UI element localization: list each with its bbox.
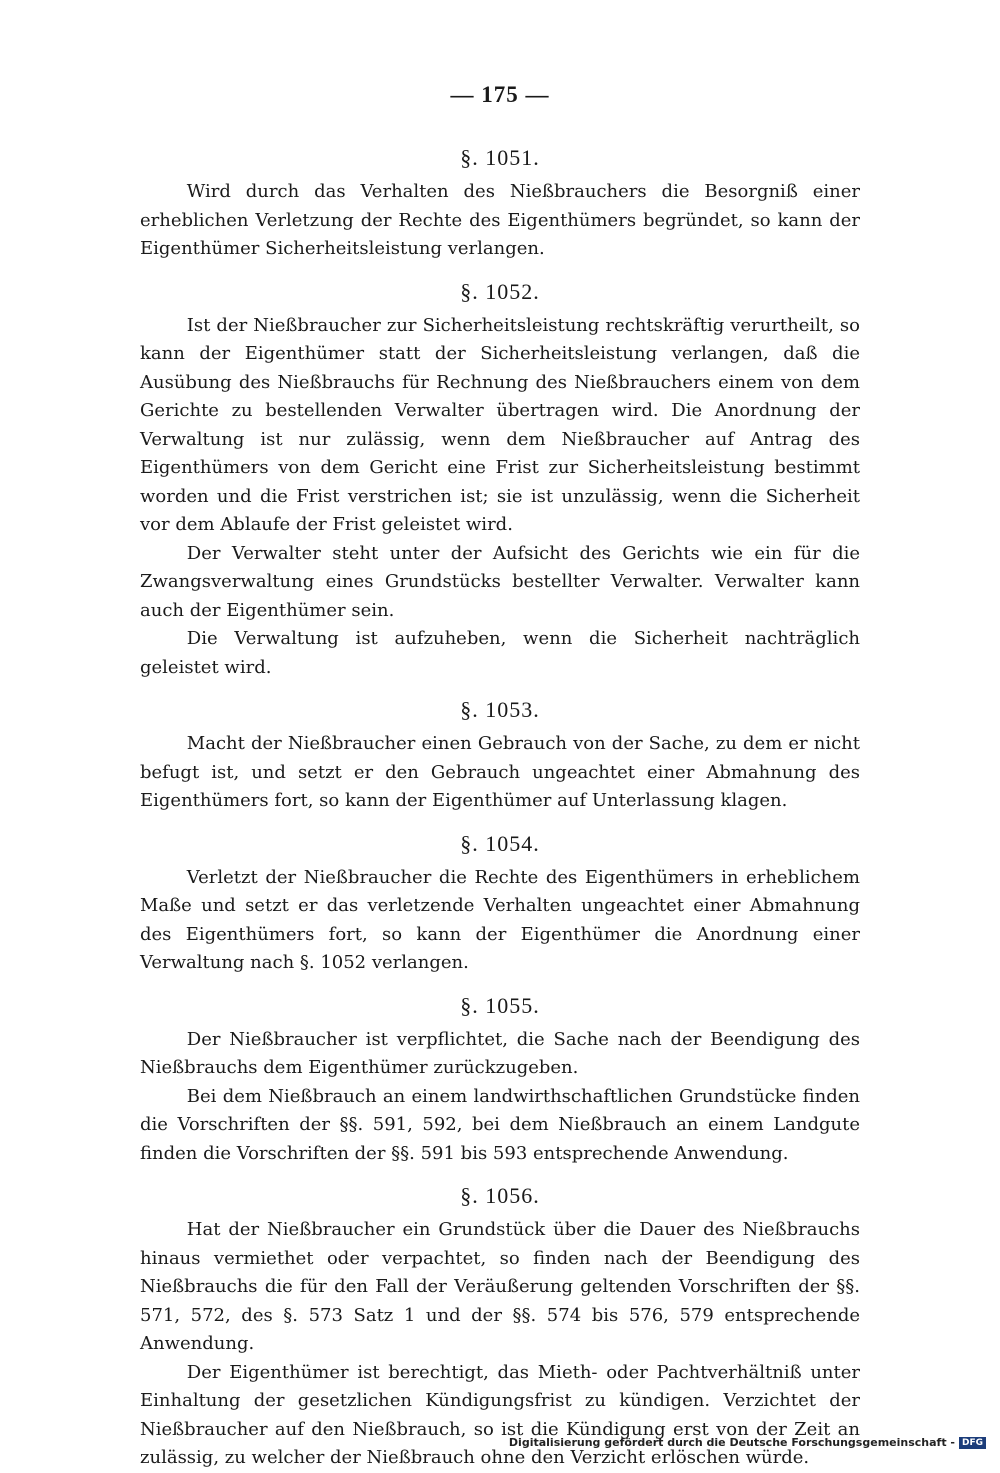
paragraph: Wird durch das Verhalten des Nießbrauchers die Besorgniß einer erheblichen Verletzung der Rechte des Eigenthümers begründet, so kann der Eigenthümer Sicherheitsleistung verlangen.	[140, 181, 860, 259]
section-1055	[140, 988, 860, 1169]
section-1056	[140, 1178, 860, 1473]
section-heading: §. 1056.	[460, 1183, 540, 1208]
section-heading: §. 1054.	[460, 830, 540, 856]
section-1052	[140, 274, 860, 683]
footer-text: Digitalisierung gefördert durch die Deutsche Forschungsgemeinschaft -	[508, 1436, 955, 1449]
section-1054	[140, 826, 860, 978]
paragraph: Die Verwaltung ist aufzuheben, wenn die Sicherheit nachträglich geleistet wird.	[140, 628, 860, 678]
section-heading: §. 1051.	[460, 145, 540, 170]
paragraph: Der Nießbraucher ist verpflichtet, die Sache nach der Beendigung des Nießbrauchs dem Eigenthümer zurückzugeben.	[140, 1028, 860, 1078]
section-heading: §. 1055.	[460, 992, 540, 1018]
page-number: — 175 —	[450, 82, 550, 107]
section-heading: §. 1053.	[460, 697, 540, 722]
page-content	[140, 140, 860, 1473]
paragraph: Macht der Nießbraucher einen Gebrauch von der Sache, zu dem er nicht befugt ist, und setzt er den Gebrauch ungeachtet einer Abmahnung des Eigenthümers fort, so kann der Eigenthümer auf Unterlassung klagen.	[140, 733, 860, 811]
paragraph: Bei dem Nießbrauch an einem landwirthschaftlichen Grundstücke finden die Vorschriften der §§. 591, 592, bei dem Nießbrauch an einem Landgute finden die Vorschriften der §§. 591 bis 593 entsprechende Anwendung.	[140, 1085, 860, 1164]
section-1051	[140, 140, 860, 264]
section-heading: §. 1052.	[460, 278, 540, 304]
paragraph: Ist der Nießbraucher zur Sicherheitsleistung rechtskräftig verurtheilt, so kann der Eigenthümer statt der Sicherheitsleistung verlangen, daß die Ausübung des Nießbrauchs für Rechnung des Nießbrauchers einem von dem Gerichte zu bestellenden Verwalter übertragen wird. Die Anordnung der Verwaltung ist nur zulässig, wenn dem Nießbraucher auf Antrag des Eigenthümers von dem Gericht eine Frist zur Sicherheitsleistung bestimmt worden und die Frist verstrichen ist; sie ist unzulässig, wenn die Sicherheit vor dem Ablaufe der Frist geleistet wird.	[140, 314, 860, 535]
digitization-footer	[509, 1436, 986, 1449]
paragraph: Verletzt der Nießbraucher die Rechte des Eigenthümers in erheblichem Maße und setzt er das verletzende Verhalten ungeachtet einer Abmahnung des Eigenthümers fort, so kann der Eigenthümer die Anordnung einer Verwaltung nach §. 1052 verlangen.	[140, 866, 860, 973]
dfg-logo-icon: DFG	[959, 1437, 986, 1449]
paragraph: Hat der Nießbraucher ein Grundstück über die Dauer des Nießbrauchs hinaus vermiethet oder verpachtet, so finden nach der Beendigung des Nießbrauchs die für den Fall der Veräußerung geltenden Vorschriften der §§. 571, 572, des §. 573 Satz 1 und der §§. 574 bis 576, 579 entsprechende Anwendung.	[140, 1219, 860, 1354]
paragraph: Der Eigenthümer ist berechtigt, das Mieth- oder Pachtverhältniß unter Einhaltung der gesetzlichen Kündigungsfrist zu kündigen. Verzichtet der Nießbraucher auf den Nießbrauch, so ist die Kündigung erst von der Zeit an zulässig, zu welcher der Nießbrauch ohne den Verzicht erlöschen würde.	[140, 1361, 860, 1468]
section-1053	[140, 692, 860, 816]
paragraph: Der Verwalter steht unter der Aufsicht des Gerichts wie ein für die Zwangsverwaltung eines Grundstücks bestellter Verwalter. Verwalter kann auch der Eigenthümer sein.	[140, 542, 860, 621]
